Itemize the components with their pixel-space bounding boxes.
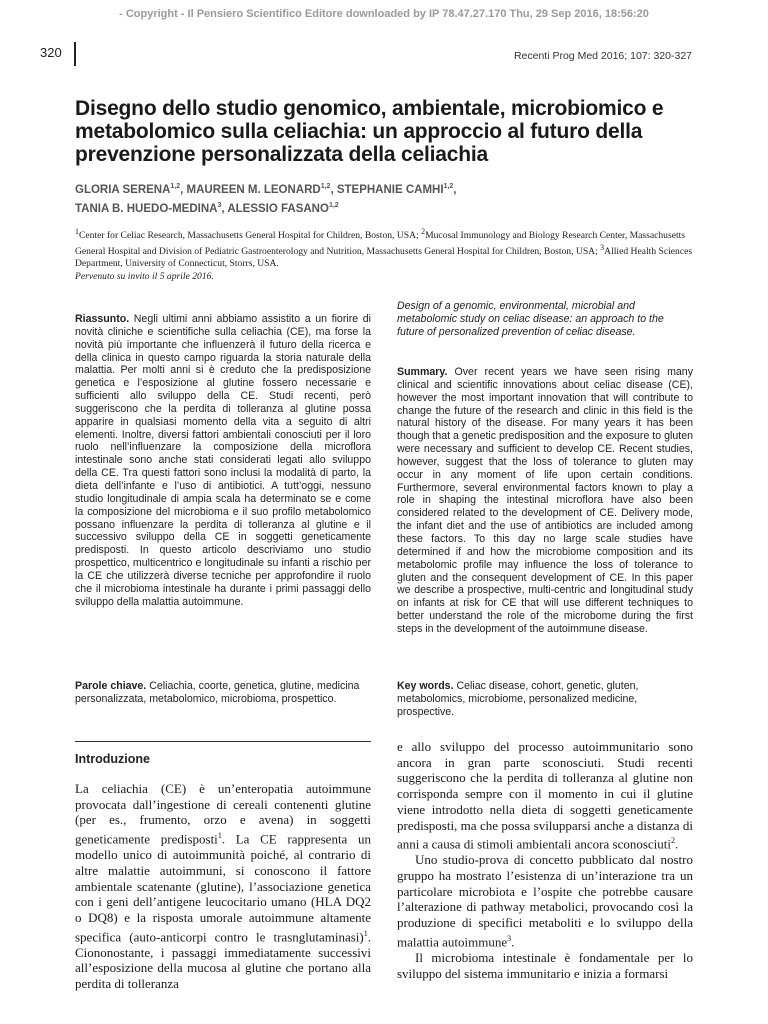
journal-reference: Recenti Prog Med 2016; 107: 320-327 [513,50,692,62]
body-column-right [397,739,693,981]
affiliation-text: Center for Celiac Research, Massachusetts General Hospital for Children, Boston, USA; [79,230,422,242]
body-text: Il microbioma intestinale è fondamentale per lo sviluppo del sistema immunitario e inizia a formarsi [397,949,693,981]
affiliation-mark: 3 [600,242,605,252]
body-column-left [75,781,371,992]
citation-mark: 2 [671,836,676,846]
affiliation-text: Mucosal Immunology and Biology Research Center, Massachusetts General Hospital and Division of Pediatric Gastroenterology and Nutrition, Massachusetts General Hospital for Children, Boston, USA; [75,230,686,257]
page-number: 320 [40,45,62,60]
summary-text: Over recent years we have seen rising many clinical and scientific innovations about celiac disease (CE), however the most important innovation that will contribute to change the future of the research and clinic in this field is the natural history of the disease. For many years it has been though that a genetic predisposition and the exposure to gluten were necessary and sufficient to develop CE. Recent studies, however, suggest that the loss of tolerance to gluten may occur in any moment of life upon certain conditions. Furthermore, several environmental factors known to play a role in shaping the intestinal microflora have also been considered related to the development of CE. Delivery mode, the infant diet and the use of antibiotics are included among these factors. To this day no large scale studies have determined if and how the microbiome composition and its metabolomic profile may influence the loss of tolerance to gluten and the consequent development of CE. In this paper we describe a prospective, multi-centric and longitudinal study on infants at risk for CE that will use different techniques to better understand the role of the microbome during the first steps in the development of the autoimmune disease. [397,366,693,635]
keywords-label: Parole chiave. [75,680,147,692]
copyright-notice: - Copyright - Il Pensiero Scientifico Editore downloaded by IP 78.47.27.170 Thu, 29 Sep 2016, 18:56:20 [119,8,649,20]
keywords-label: Key words. [397,680,454,692]
affiliation-text: Allied Health Sciences Department, University of Connecticut, Storrs, USA. [75,245,693,269]
abstract-label: Riassunto. [75,313,130,325]
affiliation-mark: 2 [421,227,426,236]
keywords-italian [75,680,371,706]
abstract-english [397,366,693,636]
author-separator: , [453,183,457,196]
body-text: e allo sviluppo del processo autoimmunitario sono ancora in gran parte sconosciuti. Studi recenti suggeriscono che la perdita di tolleranza al glutine non corrisponda sempre con il momento in cui il glutine viene introdotto nella dieta di soggetti geneticamente predisposti, ma che possa svilupparsi anche a distanza di anni a causa di stimoli ambientali ancora sconosciuti [397,739,693,852]
summary-label: Summary. [397,366,448,378]
author-affiliation-mark: 1,2 [170,183,181,190]
author-name: , STEPHANIE CAMHI [330,183,444,196]
english-title: Design of a genomic, environmental, microbial and metabolomic study on celiac disease: an approach to the future of personalized prevention of celiac disease. [397,300,664,338]
affiliations [75,226,695,269]
author-name: , ALESSIO FASANO [221,202,329,215]
abstract-italian [75,313,371,608]
body-text: . Ciononostante, i passaggi immediatamente successivi all’esposizione della mucosa al glutine che portano alla perdita di tolleranza [75,928,371,992]
received-date: Pervenuto su invito il 5 aprile 2016. [75,271,214,282]
section-divider [75,741,371,742]
affiliation-mark: 1 [75,227,79,236]
author-affiliation-mark: 1,2 [328,201,339,209]
author-name: , MAUREEN M. LEONARD [180,183,321,196]
body-paragraph [397,950,693,981]
body-text: . [511,934,515,950]
author-affiliation-mark: 1,2 [443,183,454,190]
author-name: TANIA B. HUEDO-MEDINA [75,202,218,215]
body-text: . La CE rappresenta un modello unico di autoimmunità poiché, al contrario di altre malattie autoimmuni, si conoscono il fattore ambientale scatenante (glutine), l’associazione genetica con i geni dell’antigene leucocitario umano (HLA DQ2 o DQ8) e la risposta umorale autoimmune altamente specifica (auto-anticorpi contro le trasnglutaminasi) [75,831,372,944]
author-list [75,179,675,217]
page-number-divider [74,42,76,66]
citation-mark: 1 [363,928,368,938]
keywords-text: Celiac disease, cohort, genetic, gluten, metabolomics, microbiome, personalized medicine, prospective. [397,680,639,718]
body-text: . [675,836,679,852]
author-affiliation-mark: 3 [217,201,222,209]
body-paragraph [397,739,693,852]
author-name: GLORIA SERENA [75,183,171,196]
keywords-text: Celiachia, coorte, genetica, glutine, medicina personalizzata, metabolomico, microbioma, prospettico. [75,680,360,705]
article-title: Disegno dello studio genomico, ambientale, microbiomico e metabolomico sulla celiachia: un approccio al futuro della prevenzione personalizzata della celiachia [75,97,664,166]
body-text: La celiachia (CE) è un’enteropatia autoimmune provocata dall’ingestione di cereali contenenti glutine (per es., frumento, orzo e avena) in soggetti geneticamente predisposti [75,781,371,847]
citation-mark: 3 [507,933,512,943]
keywords-english [397,680,693,719]
body-text: Uno studio-prova di concetto pubblicato dal nostro gruppo ha mostrato l’esistenza di un’interazione tra un particolare microbiota e l’ospite che potrebbe causare l’alterazione di pathway metabolici, provocando così la produzione di specifici metaboliti e lo sviluppo della malattia autoimmune [397,852,693,950]
body-paragraph [397,852,693,950]
author-affiliation-mark: 1,2 [320,183,331,190]
section-heading: Introduzione [75,752,150,766]
citation-mark: 1 [217,831,222,841]
abstract-text: Negli ultimi anni abbiamo assistito a un fiorire di novità cliniche e scientifiche sulla celiachia (CE), ma forse la novità più importante che influenzerà il futuro della ricerca e della clinica in questo campo riguarda la storia naturale della malattia. Per molti anni si è creduto che la predisposizione genetica e l’esposizione al glutine fossero necessarie e sufficienti allo sviluppo della CE. Studi recenti, però suggeriscono che la perdita di tolleranza al glutine possa apparire in qualsiasi momento della vita a seguito di altri elementi. Inoltre, diversi fattori ambientali conosciuti per il loro ruolo nell’influenzare la composizione della microflora intestinale sono anche stati considerati legati allo sviluppo della CE. Tra questi fattori sono inclusi la modalità di parto, la dieta dell’infante e l’uso di antibiotici. A tutt’oggi, nessuno studio longitudinale di ampia scala ha determinato se e come la composizione del microbioma e il suo profilo metabolomico possano influenzare la perdita di tolleranza al glutine e il successivo sviluppo della CE in soggetti geneticamente predisposti. In questo articolo descriviamo uno studio prospettico, multicentrico e longitudinale su infanti a rischio per la CE che utilizzerà diverse tecniche per approfondire il ruolo che il microbioma intestinale ha durante i primi passaggi dello sviluppo della malattia autoimmune. [75,313,371,608]
